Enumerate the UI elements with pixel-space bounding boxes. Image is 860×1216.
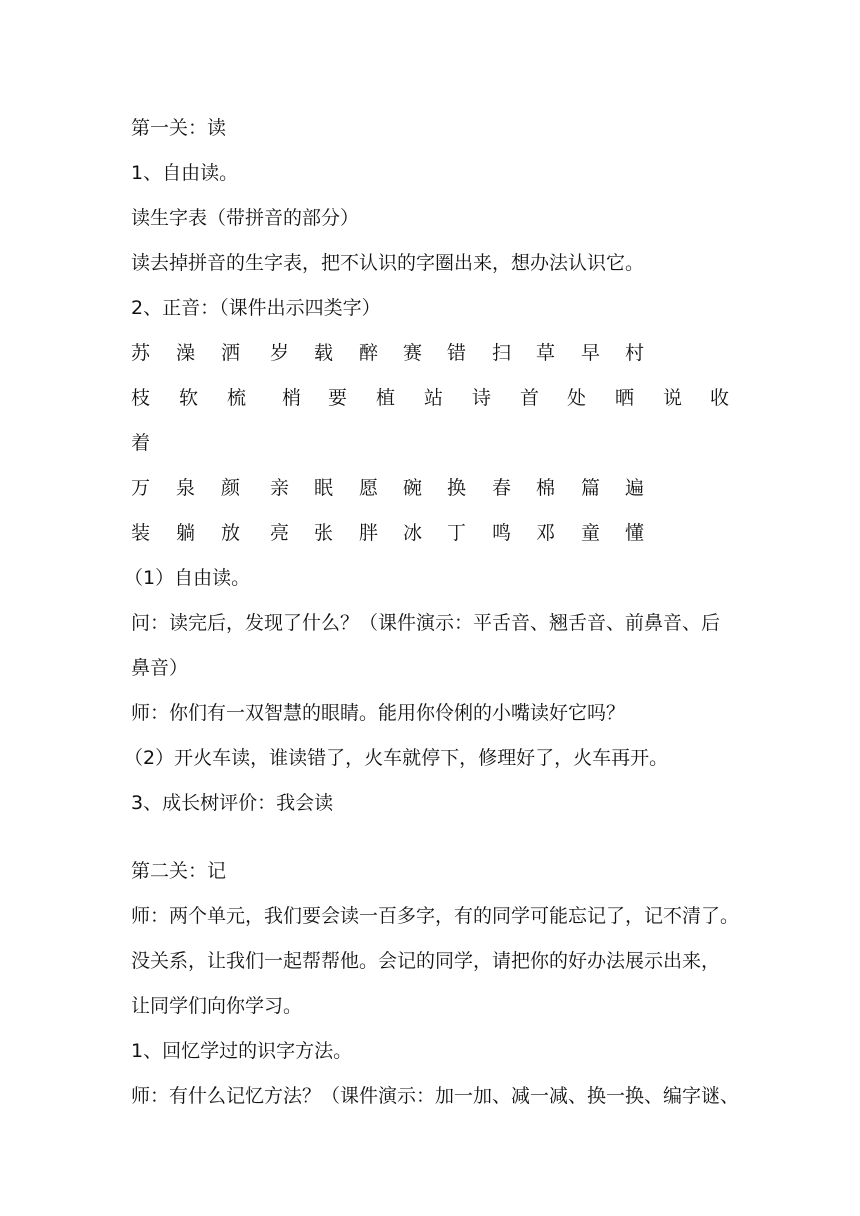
paragraph-line: 师：你们有一双智慧的眼睛。能用你伶俐的小嘴读好它吗？: [131, 702, 626, 724]
paragraph-line: 读生字表（带拼音的部分）: [131, 207, 360, 229]
character: 澡: [176, 342, 196, 364]
character-row-3: [131, 475, 741, 501]
character: 装: [131, 522, 151, 544]
character: 错: [447, 342, 467, 364]
character: 童: [581, 522, 601, 544]
character: 村: [625, 342, 645, 364]
character: 张: [314, 522, 334, 544]
character: 泉: [176, 477, 196, 499]
character: 苏: [131, 342, 151, 364]
character: 冰: [403, 522, 423, 544]
character: 躺: [176, 522, 196, 544]
character: 懂: [625, 522, 645, 544]
paragraph-line: 问：读完后，发现了什么？（课件演示：平舌音、翘舌音、前鼻音、后: [131, 612, 721, 634]
character: 棉: [536, 477, 556, 499]
character: 站: [424, 387, 444, 409]
character: 洒: [221, 342, 241, 364]
character: 要: [328, 387, 348, 409]
step-pronunciation: 2、正音：（课件出示四类字）: [131, 297, 381, 319]
substep-free-reading: （1）自由读。: [124, 567, 251, 589]
character: 植: [376, 387, 396, 409]
character: 诗: [472, 387, 492, 409]
character: 收: [710, 387, 730, 409]
character: 颜: [221, 477, 241, 499]
paragraph-line: 师：两个单元，我们要会读一百多字，有的同学可能忘记了，记不清了。: [131, 905, 740, 927]
character: 首: [520, 387, 540, 409]
step-recall-methods: 1、回忆学过的识字方法。: [131, 1040, 353, 1062]
character: 草: [536, 342, 556, 364]
character: 亮: [270, 522, 290, 544]
character: 遍: [625, 477, 645, 499]
character: 醉: [359, 342, 379, 364]
character: 丁: [447, 522, 467, 544]
character: 春: [492, 477, 512, 499]
character: 处: [567, 387, 587, 409]
character: 放: [221, 522, 241, 544]
character: 软: [179, 387, 199, 409]
character: 扫: [492, 342, 512, 364]
substep-train-reading: （2）开火车读，谁读错了，火车就停下，修理好了，火车再开。: [124, 747, 669, 769]
character: 鸣: [492, 522, 512, 544]
character: 篇: [581, 477, 601, 499]
paragraph-line: 让同学们向你学习。: [131, 995, 303, 1017]
character: 梢: [282, 387, 302, 409]
paragraph-line: 鼻音）: [131, 657, 189, 679]
character: 亲: [270, 477, 290, 499]
character: 岁: [270, 342, 290, 364]
character: 说: [663, 387, 683, 409]
character-row-1: [131, 340, 741, 366]
step-growth-tree: 3、成长树评价：我会读: [131, 792, 334, 814]
step-free-reading: 1、自由读。: [131, 162, 239, 184]
character: 梳: [227, 387, 247, 409]
character-row-4: [131, 520, 741, 546]
paragraph-line: 没关系，让我们一起帮帮他。会记的同学，请把你的好办法展示出来，: [131, 950, 721, 972]
character: 早: [581, 342, 601, 364]
character: 万: [131, 477, 151, 499]
section-title-read: 第一关：读: [131, 117, 227, 139]
paragraph-line: 读去掉拼音的生字表，把不认识的字圈出来，想办法认识它。: [131, 252, 645, 274]
character-row-2-wrap: 着: [131, 432, 151, 454]
character: 眠: [314, 477, 334, 499]
character: 晒: [615, 387, 635, 409]
character: 换: [447, 477, 467, 499]
character: 枝: [131, 387, 151, 409]
character: 赛: [403, 342, 423, 364]
character: 碗: [403, 477, 423, 499]
character: 载: [314, 342, 334, 364]
character: 胖: [359, 522, 379, 544]
section-title-remember: 第二关：记: [131, 860, 227, 882]
character: 邓: [536, 522, 556, 544]
paragraph-line: 师：有什么记忆方法？（课件演示：加一加、减一减、换一换、编字谜、: [131, 1085, 740, 1107]
character-row-2: [131, 385, 741, 411]
character: 愿: [359, 477, 379, 499]
